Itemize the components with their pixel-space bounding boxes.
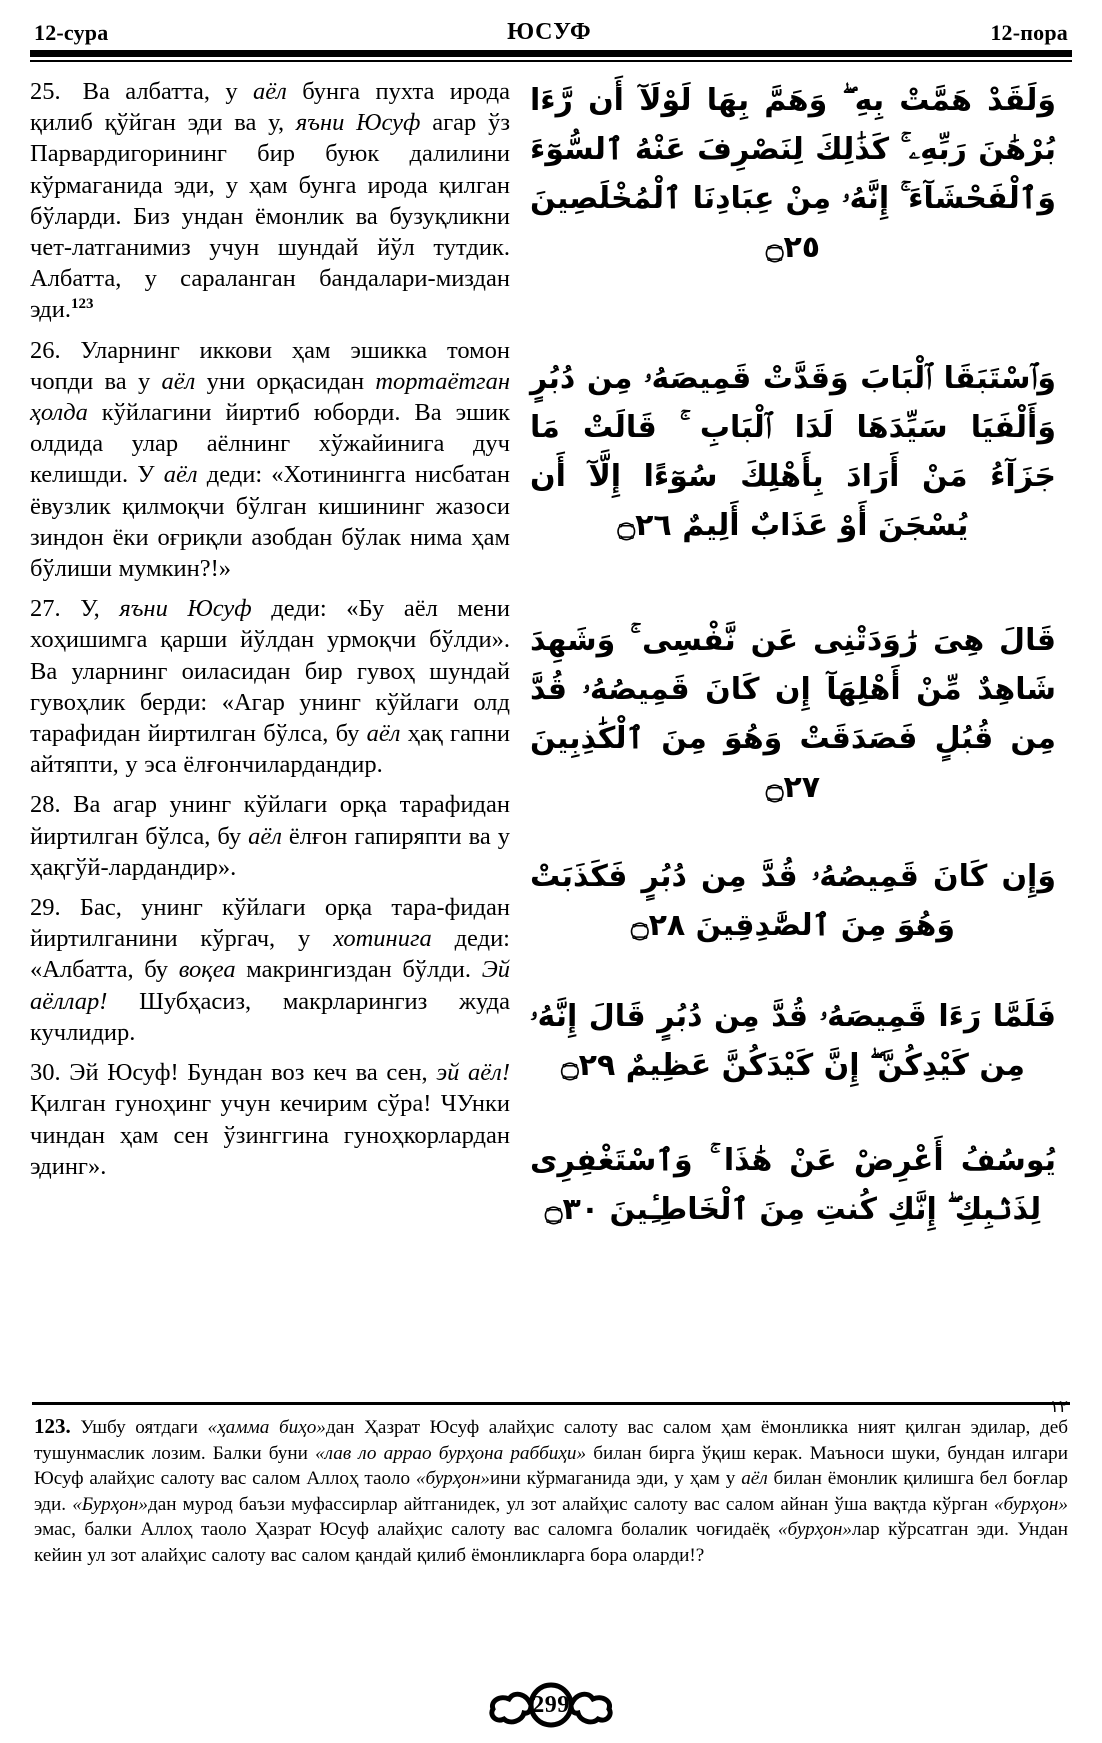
running-head bbox=[30, 0, 1072, 46]
verse-28 bbox=[30, 789, 510, 883]
ayah-30: يُوسُفُ أَعْرِضْ عَنْ هَٰذَا ۚ وَٱسْتَغْفِرِى لِذَنۢبِكِ ۖ إِنَّكِ كُنتِ مِنَ ٱلْخَاطِـِٔينَ ۝٣٠ bbox=[530, 1143, 1056, 1227]
body-columns bbox=[30, 76, 1072, 1396]
running-head-right: 12-пора bbox=[990, 20, 1068, 45]
ayah-27: قَالَ هِىَ رَٰوَدَتْنِى عَن نَّفْسِى ۚ وَشَهِدَ شَاهِدٌ مِّنْ أَهْلِهَآ إِن كَانَ قَمِيصُهُۥ قُدَّ مِن قُبُلٍ فَصَدَقَتْ وَهُوَ مِنَ ٱلْكَٰذِبِينَ ۝٢٧ bbox=[530, 623, 1056, 805]
ayah-spacer bbox=[530, 812, 1056, 852]
verse-26 bbox=[30, 335, 510, 585]
footnote-number: 123. bbox=[34, 1414, 71, 1438]
header-rule-thick bbox=[30, 50, 1072, 57]
verse-number-25: 25. bbox=[30, 78, 61, 105]
verse-29 bbox=[30, 892, 510, 1048]
verse-text-26: Уларнинг иккови ҳам эшикка томон чопди ва у аёл уни орқасидан тортаётган ҳолда кўйлагини йиртиб юборди. Ва эшик олдида улар аёлнинг хўжайинига дуч келишди. У аёл деди: «Хотинингга нисбатан ёвузлик қилмоқчи бўлган кишининг жазоси зиндон ёки оғриқли азобдан бўлак нима ҳам бўлиши мумкин?!» bbox=[30, 336, 510, 583]
verse-number-29: 29. bbox=[30, 894, 61, 922]
footnote-text: Ушбу оятдаги «ҳамма биҳо»дан Ҳазрат Юсуф алайҳис салоту вас салом ҳам ёмонликка ният қилган эдилар, деб тушунмаслик лозим. Балки буни «лав ло appao бурҳона раббиҳи» билан бирга ўқиш керак. Маъноси шуки, бундан илгари Юсуф алайҳис салоту вас салом Аллоҳ таоло «бурҳон»ини кўрмаганида эди, у ҳам у аёл билан ёмонлик қилишга бел боғлар эди. «Бурҳон»дан мурод баъзи муфассирлар айтганидек, ул зот алайҳис салоту вас салом айнан ўша вақтда кўрган «бурҳон» эмас, балки Аллоҳ таоло Ҳазрат Юсуф алайҳис салоту вас саломга болалик чоғидаёқ «бурҳон»лар кўрсатган эди. Ундан кейин ул зот алайҳис салоту вас салом қандай қилиб ёмонликларга бора оларди!? bbox=[34, 1417, 1069, 1566]
ayah-26: وَٱسْتَبَقَا ٱلْبَابَ وَقَدَّتْ قَمِيصَهُۥ مِن دُبُرٍ وَأَلْفَيَا سَيِّدَهَا لَدَا ٱلْبَابِ ۚ قَالَتْ مَا جَزَآءُ مَنْ أَرَادَ بِأَهْلِكَ سُوٓءًا إِلَّآ أَن يُسْجَنَ أَوْ عَذَابٌ أَلِيمٌ ۝٢٦ bbox=[530, 361, 1056, 543]
ayah-spacer bbox=[530, 1090, 1056, 1136]
verse-text-27: У, яъни Юсуф деди: «Бу аёл мени хоҳишимга қарши йўлдан урмоқчи бўлди». Ва уларнинг оиласидан бир гувоҳ шундай гувоҳлик берди: «Агар унинг кўйлаги олд тарафидан йиртилган бўлса, бу аёл ҳақ гапни айтяпти, у эса ёлғончилардандир. bbox=[30, 595, 511, 779]
verse-text-30: Эй Юсуф! Бундан воз кеч ва сен, эй аёл! Қилган гуноҳинг учун кечирим сўра! ЧУнки чиндан ҳам сен ўзинггина гуноҳкорлардан эдинг». bbox=[30, 1059, 510, 1180]
ayah-25: وَلَقَدْ هَمَّتْ بِهِ ۖ وَهَمَّ بِهَا لَوْلَآ أَن رَّءَا بُرْهَٰنَ رَبِّهِۦ ۚ كَذَٰلِكَ لِنَصْرِفَ عَنْهُ ٱلسُّوٓءَ وَٱلْفَحْشَآءَ ۚ إِنَّهُۥ مِنْ عِبَادِنَا ٱلْمُخْلَصِينَ ۝٢٥ bbox=[530, 83, 1056, 265]
footnote-rule bbox=[32, 1402, 1070, 1405]
verse-text-25: Ва албатта, у аёл бунга пухта ирода қилиб қўйган эди ва у, яъни Юсуф агар ўз Парвардигорининг бир буюк далилини кўрмаганида эди, у ҳам бунга ирода қилган бўларди. Биз ундан ёмонлик ва бузуқликни чет-латганимиз учун шундай йўл тутдик. Албатта, у сараланган бандалари-миздан эди.$^{123}$ bbox=[30, 78, 510, 324]
ayah-28: وَإِن كَانَ قَمِيصُهُۥ قُدَّ مِن دُبُرٍ فَكَذَبَتْ وَهُوَ مِنَ ٱلصَّٰدِقِينَ ۝٢٨ bbox=[530, 859, 1056, 943]
ayah-spacer bbox=[530, 550, 1056, 616]
running-head-center: ЮСУФ bbox=[507, 19, 592, 45]
verse-number-28: 28. bbox=[30, 791, 61, 819]
page-number-ornament bbox=[476, 1681, 626, 1729]
page-number-area bbox=[0, 1681, 1102, 1729]
verse-number-30: 30. bbox=[30, 1059, 61, 1087]
translation-column bbox=[30, 76, 516, 1396]
verse-text-29: Бас, унинг кўйлаги орқа тара-фидан йиртилганини кўргач, у хотинига деди: «Албатта, бу воқеа макрингиздан бўлди. Эй аёллар! Шубҳасиз, макрларингиз жуда кучлидир. bbox=[30, 894, 511, 1046]
verse-25 bbox=[30, 76, 510, 326]
verse-27 bbox=[30, 593, 510, 780]
verse-number-27: 27. bbox=[30, 595, 61, 623]
verse-text-28: Ва агар унинг кўйлаги орқа тарафидан йиртилган бўлса, бу аёл ёлғон гапиряпти ва у ҳақгўй-лардандир». bbox=[30, 791, 511, 881]
ayah-spacer bbox=[530, 950, 1056, 992]
header-rule-thin bbox=[30, 60, 1072, 62]
juz-side-marker: ١٢ bbox=[1049, 1397, 1068, 1417]
page-number: 299 bbox=[532, 1691, 570, 1718]
verse-30 bbox=[30, 1057, 510, 1182]
ayah-spacer bbox=[530, 272, 1056, 354]
footnote-123 bbox=[34, 1414, 1068, 1569]
verse-number-26: 26. bbox=[30, 336, 61, 364]
running-head-left: 12-сура bbox=[34, 20, 109, 45]
arabic-column bbox=[516, 76, 1056, 1396]
ayah-29: فَلَمَّا رَءَا قَمِيصَهُۥ قُدَّ مِن دُبُرٍ قَالَ إِنَّهُۥ مِن كَيْدِكُنَّ ۖ إِنَّ كَيْدَكُنَّ عَظِيمٌ ۝٢٩ bbox=[530, 999, 1056, 1083]
